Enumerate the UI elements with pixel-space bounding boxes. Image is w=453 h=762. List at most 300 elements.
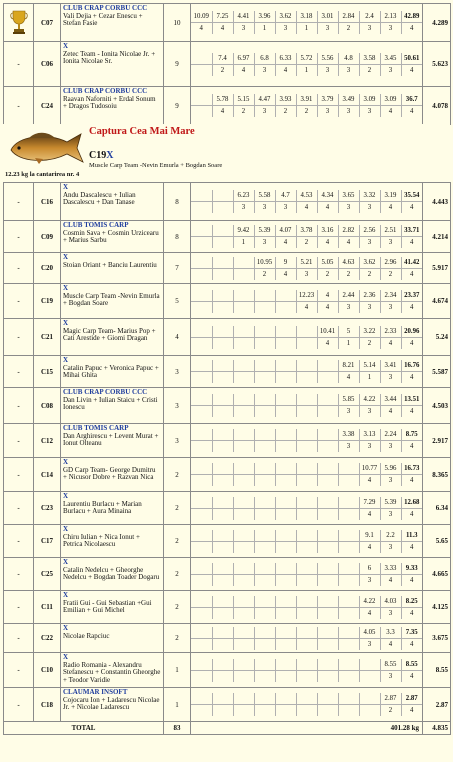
place-cell	[254, 638, 275, 650]
total-average: 4.835	[423, 722, 451, 735]
team-members: Dan Livin + Iulian Staicu + Cristi Ionescu	[63, 395, 158, 412]
place-cell: 3	[338, 406, 359, 418]
ranks-row	[191, 508, 422, 520]
weight-cell	[254, 429, 275, 441]
place-cell	[254, 406, 275, 418]
team-cell	[61, 253, 164, 284]
weight-cell	[212, 225, 233, 237]
weight-cell	[233, 563, 254, 575]
team-row	[4, 653, 451, 688]
weight-cell	[191, 190, 212, 202]
stand-id: C15	[34, 356, 61, 388]
fish-count: 9	[164, 42, 191, 87]
team-cell	[61, 424, 164, 458]
place-cell: 4	[401, 508, 422, 520]
weights-row	[191, 497, 422, 509]
club-name[interactable]: X	[63, 591, 69, 599]
weight-cell	[191, 94, 212, 106]
place-cell: 4	[401, 372, 422, 384]
place-cell	[275, 638, 296, 650]
weight-cell: 2.56	[359, 225, 380, 237]
place-cell	[212, 508, 233, 520]
club-name[interactable]: CLUB TOMIS CARP	[63, 221, 129, 229]
weight-cell: 2.24	[380, 429, 401, 441]
weight-cell: 5.78	[212, 94, 233, 106]
place-cell: 4	[401, 301, 422, 313]
place-cell	[191, 237, 212, 249]
fish-count: 3	[164, 388, 191, 424]
fish-count: 2	[164, 591, 191, 624]
biggest-catch-panel	[3, 124, 450, 180]
ranks-row	[191, 202, 422, 214]
team-cell	[61, 284, 164, 319]
weight-cell: 10.09	[191, 11, 212, 23]
weight-cell	[254, 693, 275, 705]
ranks-row	[191, 106, 422, 118]
place	[4, 388, 34, 424]
team-cell	[61, 458, 164, 492]
place-cell	[212, 268, 233, 280]
place-cell: 2	[380, 268, 401, 280]
stand-id: C22	[34, 624, 61, 653]
weight-cell	[191, 627, 212, 639]
place-cell: 3	[380, 441, 401, 453]
weight-cell	[191, 530, 212, 542]
place-cell	[233, 541, 254, 553]
place-cell: 3	[380, 508, 401, 520]
weight-cell	[296, 627, 317, 639]
weight-cell: 3.33	[380, 563, 401, 575]
weight-cell	[212, 394, 233, 406]
stand-id: C19	[34, 284, 61, 319]
place-cell: 4	[296, 202, 317, 214]
weight-cell: 2.33	[380, 326, 401, 338]
weighings-table	[191, 53, 422, 76]
weight-cell	[296, 326, 317, 338]
weight-cell: 2.87	[380, 693, 401, 705]
weight-cell	[275, 530, 296, 542]
weight-cell: 12.68	[401, 497, 422, 509]
place-cell	[233, 406, 254, 418]
weight-cell: 5.14	[359, 360, 380, 372]
weight-cell	[212, 563, 233, 575]
weighings-cell	[191, 253, 423, 284]
weighings-table	[191, 627, 422, 650]
place-cell: 3	[275, 202, 296, 214]
weight-cell	[254, 326, 275, 338]
club-name[interactable]: X	[63, 558, 69, 566]
weight-cell	[212, 659, 233, 671]
club-name[interactable]: CLAUMAR INSOFT	[63, 688, 128, 696]
place-cell	[191, 202, 212, 214]
place-value: -	[17, 60, 20, 68]
place-cell: 4	[380, 406, 401, 418]
place-cell	[338, 670, 359, 682]
place-cell	[191, 508, 212, 520]
weight-cell	[233, 394, 254, 406]
weight-cell: 2.36	[359, 290, 380, 302]
weight-cell: 7.29	[359, 497, 380, 509]
weight-cell: 35.54	[401, 190, 422, 202]
place-cell: 4	[401, 202, 422, 214]
weight-cell	[296, 394, 317, 406]
stand-id: C07	[34, 4, 61, 42]
weighings-table	[191, 463, 422, 486]
weight-cell	[296, 463, 317, 475]
place-cell: 4	[401, 541, 422, 553]
weight-cell: 3.16	[317, 225, 338, 237]
weight-cell: 33.71	[401, 225, 422, 237]
weight-cell	[233, 659, 254, 671]
weight-cell: 4.34	[317, 190, 338, 202]
stand-id: C14	[34, 458, 61, 492]
team-cell	[61, 653, 164, 688]
place-cell: 4	[317, 301, 338, 313]
place	[4, 87, 34, 125]
weight-cell: 3.38	[338, 429, 359, 441]
place-cell: 4	[359, 607, 380, 619]
biggest-catch-stand	[89, 150, 113, 161]
weight-cell	[191, 429, 212, 441]
place-value: -	[17, 634, 20, 642]
team-cell	[61, 221, 164, 253]
weights-row	[191, 563, 422, 575]
weight-cell: 7.35	[401, 627, 422, 639]
team-row	[4, 688, 451, 722]
place-cell: 3	[317, 64, 338, 76]
weight-cell	[275, 627, 296, 639]
place-cell: 4	[317, 237, 338, 249]
place-cell	[233, 301, 254, 313]
place-cell: 4	[338, 237, 359, 249]
team-cell	[61, 388, 164, 424]
place-cell	[338, 607, 359, 619]
team-row	[4, 319, 451, 356]
place-value: -	[17, 101, 20, 110]
stand-id: C08	[34, 388, 61, 424]
ranks-row	[191, 268, 422, 280]
place	[4, 558, 34, 591]
place-cell	[275, 372, 296, 384]
weight-cell	[212, 429, 233, 441]
team-members: Magic Carp Team- Marius Pop + Cati Arestide + Giomi Dragan	[63, 326, 156, 343]
place-cell: 1	[296, 23, 317, 35]
place-cell	[191, 574, 212, 586]
weight-cell: 6	[359, 563, 380, 575]
place	[4, 525, 34, 558]
place-cell	[275, 574, 296, 586]
place-cell: 1	[359, 372, 380, 384]
team-row	[4, 221, 451, 253]
weight-cell	[338, 530, 359, 542]
fish-count: 2	[164, 492, 191, 525]
weight-cell: 11.3	[401, 530, 422, 542]
place-cell: 4	[317, 337, 338, 349]
place-cell	[338, 705, 359, 717]
stand-id: C24	[34, 87, 61, 125]
weight-cell	[254, 659, 275, 671]
weight-cell	[317, 497, 338, 509]
weight-cell: 4.7	[275, 190, 296, 202]
club-name[interactable]: X	[63, 624, 69, 632]
weighings-cell	[191, 319, 423, 356]
place-cell: 4	[212, 23, 233, 35]
weighings-cell	[191, 388, 423, 424]
weighings-cell	[191, 525, 423, 558]
place-cell: 4	[359, 508, 380, 520]
place-cell: 3	[359, 441, 380, 453]
place	[4, 253, 34, 284]
team-cell	[61, 492, 164, 525]
weight-cell	[338, 596, 359, 608]
place-cell	[359, 670, 380, 682]
place-cell: 2	[212, 64, 233, 76]
place-cell: 3	[380, 64, 401, 76]
weight-cell	[191, 497, 212, 509]
club-name[interactable]: X	[63, 492, 69, 500]
team-row	[4, 87, 451, 125]
ranks-row	[191, 406, 422, 418]
weight-cell: 3.41	[380, 360, 401, 372]
weighings-table	[191, 530, 422, 553]
weighings-cell	[191, 424, 423, 458]
place-cell	[212, 574, 233, 586]
fish-count: 9	[164, 87, 191, 125]
place-cell	[254, 475, 275, 487]
weight-cell: 3.32	[359, 190, 380, 202]
place-cell	[191, 337, 212, 349]
weight-cell	[191, 659, 212, 671]
place-cell: 1	[233, 237, 254, 249]
team-row	[4, 525, 451, 558]
club-name[interactable]: X	[63, 42, 69, 50]
weight-cell	[233, 497, 254, 509]
place-value: -	[17, 537, 20, 545]
biggest-catch-team: Muscle Carp Team -Nevin Emurla + Bogdan Soare	[89, 162, 223, 169]
weight-cell	[233, 530, 254, 542]
place-cell: 2	[317, 268, 338, 280]
weights-row	[191, 530, 422, 542]
place-cell	[191, 406, 212, 418]
team-row	[4, 458, 451, 492]
team-cell	[61, 4, 164, 42]
average-weight: 6.34	[423, 492, 451, 525]
weight-cell: 2.96	[380, 257, 401, 269]
weighings-table	[191, 563, 422, 586]
weight-cell	[233, 627, 254, 639]
club-name[interactable]: X	[63, 458, 69, 466]
ranks-row	[191, 541, 422, 553]
place-cell	[317, 541, 338, 553]
team-members: Muscle Carp Team -Nevin Emurla + Bogdan Soare	[63, 291, 160, 308]
weighings-cell	[191, 284, 423, 319]
place-cell	[212, 541, 233, 553]
weighings-cell	[191, 183, 423, 221]
team-members: Catalin Papuc + Veronica Papuc + Mihai Ghita	[63, 363, 159, 380]
weight-cell	[275, 394, 296, 406]
place-value: -	[17, 367, 20, 376]
place-cell	[233, 441, 254, 453]
weight-cell: 10.77	[359, 463, 380, 475]
weight-cell: 3.09	[359, 94, 380, 106]
weight-cell: 3.91	[296, 94, 317, 106]
weights-row	[191, 693, 422, 705]
place	[4, 319, 34, 356]
place-cell: 4	[338, 372, 359, 384]
team-members: Chiru Iulian + Nica Ionut + Petrica Nicolaescu	[63, 532, 140, 549]
place-cell	[275, 441, 296, 453]
place-cell	[296, 541, 317, 553]
club-name[interactable]: X	[63, 356, 69, 364]
place-cell	[317, 574, 338, 586]
club-name[interactable]: X	[63, 284, 69, 292]
place-cell	[275, 406, 296, 418]
team-row	[4, 624, 451, 653]
ranks-row	[191, 337, 422, 349]
weight-cell	[191, 360, 212, 372]
stand-id: C21	[34, 319, 61, 356]
weight-cell: 2.87	[401, 693, 422, 705]
weight-cell: 4.22	[359, 394, 380, 406]
place-cell	[212, 638, 233, 650]
club-name[interactable]: CLUB CRAP CORBU CCC	[63, 87, 148, 95]
ranks-row	[191, 64, 422, 76]
team-members: Zetec Team - Ionita Nicolae Jr. + Ionita Nicolae Sr.	[63, 49, 156, 66]
place-cell: 4	[401, 638, 422, 650]
place-cell: 4	[275, 64, 296, 76]
place-cell	[338, 638, 359, 650]
weight-cell	[254, 497, 275, 509]
place-cell: 4	[359, 541, 380, 553]
weight-cell	[275, 497, 296, 509]
weight-cell	[254, 627, 275, 639]
place-cell: 2	[296, 237, 317, 249]
weight-cell	[233, 596, 254, 608]
weighings-table	[191, 94, 422, 117]
club-name[interactable]: X	[63, 319, 69, 327]
place-cell	[254, 372, 275, 384]
weight-cell	[212, 257, 233, 269]
place-cell: 2	[380, 705, 401, 717]
average-weight: 5.24	[423, 319, 451, 356]
place-cell	[233, 638, 254, 650]
place-cell: 3	[275, 23, 296, 35]
team-members: Laurentiu Burlacu + Marian Burlacu + Aura Minaina	[63, 499, 142, 516]
place-cell	[212, 301, 233, 313]
weight-cell	[296, 596, 317, 608]
weight-cell	[338, 563, 359, 575]
place-cell	[191, 372, 212, 384]
place-cell: 2	[338, 268, 359, 280]
total-label: TOTAL	[4, 722, 164, 735]
weight-cell: 5	[338, 326, 359, 338]
place-cell: 3	[359, 574, 380, 586]
place-value: -	[17, 264, 20, 272]
place-cell: 3	[380, 541, 401, 553]
place-cell	[254, 508, 275, 520]
place-cell: 2	[296, 106, 317, 118]
weighings-table	[191, 290, 422, 313]
weight-cell: 9.1	[359, 530, 380, 542]
club-name[interactable]: CLUB CRAP CORBU CCC	[63, 388, 148, 396]
place-cell	[296, 670, 317, 682]
weight-cell	[317, 463, 338, 475]
weight-cell	[191, 257, 212, 269]
place-cell	[317, 508, 338, 520]
place-cell	[296, 705, 317, 717]
weight-cell	[212, 693, 233, 705]
place-cell	[317, 441, 338, 453]
club-name[interactable]: CLUB TOMIS CARP	[63, 424, 129, 432]
place-cell	[191, 64, 212, 76]
place-cell: 4	[233, 64, 254, 76]
place-cell: 2	[359, 268, 380, 280]
stand-id: C12	[34, 424, 61, 458]
weight-cell: 7.4	[212, 53, 233, 65]
place-value: -	[17, 436, 20, 445]
place-cell: 1	[254, 23, 275, 35]
team-members: Andu Dascalescu + Iulian Dascalescu + Dan Tanase	[63, 190, 136, 207]
weight-cell	[317, 394, 338, 406]
team-row	[4, 492, 451, 525]
team-row	[4, 356, 451, 388]
weight-cell	[212, 360, 233, 372]
club-name[interactable]: X	[63, 653, 69, 661]
weight-cell	[212, 290, 233, 302]
place-cell: 1	[338, 337, 359, 349]
weight-cell: 3.13	[359, 429, 380, 441]
place-cell	[338, 475, 359, 487]
place-cell: 3	[254, 64, 275, 76]
place-cell: 4	[401, 406, 422, 418]
place-cell: 3	[359, 23, 380, 35]
stand-id: C17	[34, 525, 61, 558]
club-name[interactable]: X	[63, 253, 69, 261]
weighings-cell	[191, 591, 423, 624]
weighings-table	[191, 11, 422, 34]
weight-cell	[317, 563, 338, 575]
club-name[interactable]: X	[63, 525, 69, 533]
club-name[interactable]: CLUB CRAP CORBU CCC	[63, 4, 148, 12]
place-cell: 3	[380, 475, 401, 487]
place-cell	[296, 638, 317, 650]
team-cell	[61, 319, 164, 356]
place-cell	[275, 607, 296, 619]
place-cell: 3	[359, 106, 380, 118]
club-name[interactable]: X	[63, 183, 69, 191]
weight-cell: 4.8	[338, 53, 359, 65]
weights-row	[191, 190, 422, 202]
weighings-table	[191, 326, 422, 349]
fish-count: 1	[164, 653, 191, 688]
weights-row	[191, 463, 422, 475]
place-cell	[191, 670, 212, 682]
average-weight: 5.65	[423, 525, 451, 558]
place-value: -	[17, 333, 20, 341]
place-cell: 4	[380, 574, 401, 586]
weight-cell: 4	[317, 290, 338, 302]
weight-cell: 4.22	[359, 596, 380, 608]
place-cell: 4	[401, 237, 422, 249]
weight-cell: 3.49	[338, 94, 359, 106]
weighings-cell	[191, 558, 423, 591]
weight-cell: 3.22	[359, 326, 380, 338]
place-cell	[296, 574, 317, 586]
place-cell: 3	[359, 202, 380, 214]
team-row	[4, 4, 451, 42]
place-cell: 4	[275, 268, 296, 280]
place-cell: 3	[338, 441, 359, 453]
